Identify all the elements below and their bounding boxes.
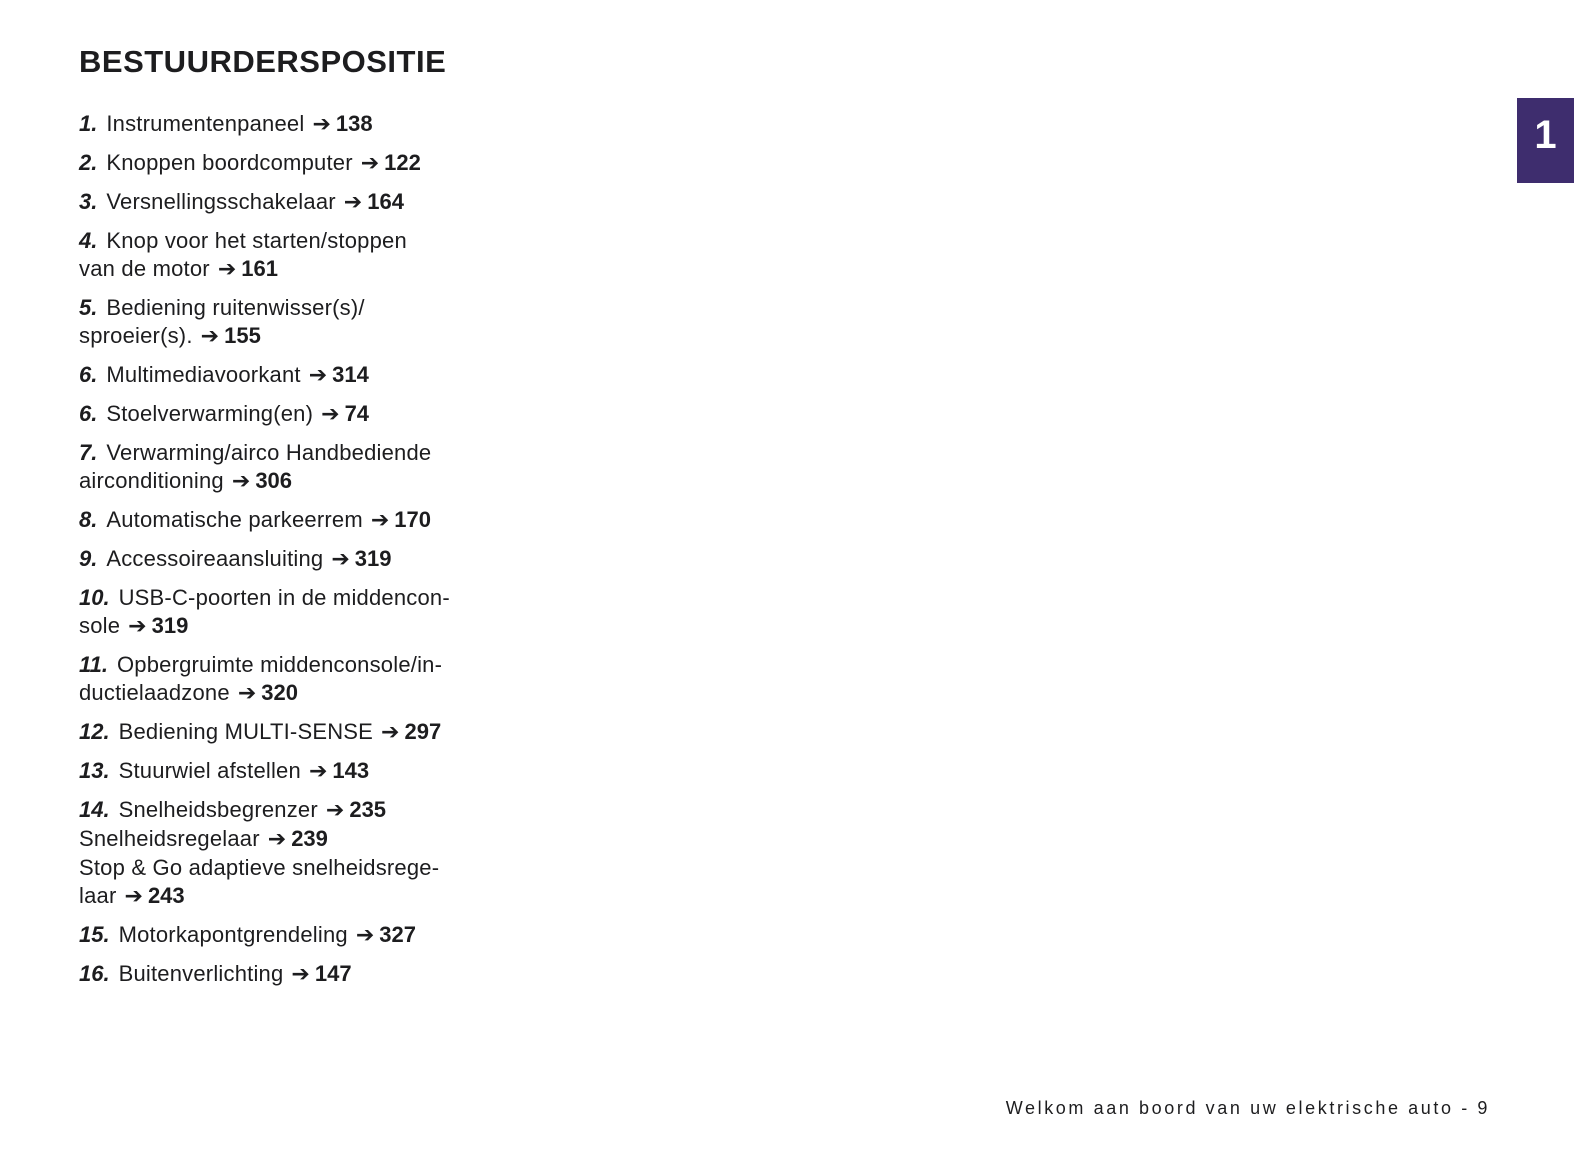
toc-line — [79, 322, 549, 351]
arrow-right-icon: ➔ — [381, 720, 400, 745]
toc-line — [79, 679, 549, 708]
item-number: 9. — [79, 546, 98, 571]
item-number: 13. — [79, 758, 110, 783]
page-title: BESTUURDERSPOSITIE — [79, 44, 447, 79]
item-text: van de motor — [79, 256, 210, 281]
item-text: Motorkapontgrendeling — [118, 922, 348, 947]
arrow-right-icon: ➔ — [321, 402, 340, 427]
page-ref-link[interactable] — [230, 680, 298, 705]
toc-line — [79, 960, 549, 989]
page-ref-link[interactable] — [120, 613, 188, 638]
item-number: 6. — [79, 401, 98, 426]
toc-line — [79, 796, 549, 825]
toc-line — [79, 612, 549, 641]
page-number: 170 — [394, 507, 431, 532]
arrow-right-icon: ➔ — [308, 363, 328, 388]
arrow-right-icon: ➔ — [267, 827, 287, 852]
item-text: Accessoireaansluiting — [106, 546, 324, 571]
arrow-right-icon: ➔ — [237, 681, 257, 706]
toc-item — [79, 439, 549, 496]
page-number: 306 — [255, 468, 293, 493]
item-number: 2. — [79, 150, 98, 175]
item-text: sproeier(s). — [79, 323, 193, 348]
page-number: 155 — [224, 323, 261, 348]
item-text: Buitenverlichting — [118, 961, 284, 986]
toc-line — [79, 651, 549, 679]
item-text: Multimediavoorkant — [106, 362, 301, 387]
item-text: Versnellingsschakelaar — [106, 189, 336, 214]
arrow-right-icon: ➔ — [308, 759, 328, 784]
toc-line — [79, 825, 549, 854]
item-text: Stop & Go adaptieve snelheidsrege- — [79, 855, 440, 880]
page-ref-link[interactable] — [304, 111, 372, 136]
item-number: 7. — [79, 440, 98, 465]
toc-line — [79, 361, 549, 390]
arrow-right-icon: ➔ — [291, 962, 310, 987]
item-text: Snelheidsregelaar — [79, 826, 260, 851]
page-ref-link[interactable] — [193, 323, 261, 348]
item-text: Verwarming/airco Handbediende — [106, 440, 432, 465]
page-number: 74 — [344, 401, 370, 426]
item-number: 12. — [79, 719, 110, 744]
toc-item — [79, 718, 549, 747]
item-number: 10. — [79, 585, 110, 610]
toc-item — [79, 400, 549, 429]
page-ref-link[interactable] — [117, 883, 185, 908]
item-text: Knoppen boordcomputer — [106, 150, 353, 175]
toc-line — [79, 506, 549, 535]
page-number: 239 — [291, 826, 328, 851]
arrow-right-icon: ➔ — [331, 547, 350, 572]
toc-line — [79, 882, 549, 911]
arrow-right-icon: ➔ — [325, 798, 345, 823]
toc-item — [79, 294, 549, 351]
item-text: Knop voor het starten/stoppen — [106, 228, 407, 253]
page-ref-link[interactable] — [363, 507, 431, 532]
footer-text: Welkom aan boord van uw elektrische auto - 9 — [1005, 1098, 1490, 1118]
arrow-right-icon: ➔ — [217, 257, 237, 282]
item-number: 1. — [79, 111, 98, 136]
toc-item — [79, 960, 549, 989]
page-ref-link[interactable] — [224, 468, 292, 493]
toc-line — [79, 545, 549, 574]
page-number: 161 — [241, 256, 278, 281]
page-number: 314 — [332, 362, 369, 387]
page-ref-link[interactable] — [283, 961, 351, 986]
toc-item — [79, 584, 549, 641]
page-ref-link[interactable] — [373, 719, 441, 744]
page-number: 122 — [384, 150, 421, 175]
page-ref-link[interactable] — [210, 256, 278, 281]
page-ref-link[interactable] — [301, 362, 369, 387]
toc-line — [79, 718, 549, 747]
arrow-right-icon: ➔ — [124, 884, 143, 909]
arrow-right-icon: ➔ — [360, 151, 380, 176]
item-text: Stuurwiel afstellen — [118, 758, 301, 783]
toc-item — [79, 188, 549, 217]
toc-line — [79, 294, 549, 322]
toc-line — [79, 467, 549, 496]
page-ref-link[interactable] — [260, 826, 328, 851]
page-number: 164 — [367, 189, 404, 214]
toc-item — [79, 921, 549, 950]
item-number: 5. — [79, 295, 98, 320]
toc-line — [79, 439, 549, 467]
page-ref-link[interactable] — [313, 401, 369, 426]
item-number: 3. — [79, 189, 98, 214]
toc-item — [79, 796, 549, 911]
arrow-right-icon: ➔ — [370, 508, 390, 533]
item-text: USB-C-poorten in de middencon- — [118, 585, 450, 610]
arrow-right-icon: ➔ — [128, 614, 147, 639]
chapter-tab-number: 1 — [1534, 113, 1557, 157]
toc-line — [79, 110, 549, 139]
page-ref-link[interactable] — [348, 922, 416, 947]
item-text: laar — [79, 883, 117, 908]
toc-line — [79, 188, 549, 217]
toc-item — [79, 227, 549, 284]
item-number: 6. — [79, 362, 98, 387]
page-number: 327 — [379, 922, 416, 947]
page-number: 138 — [335, 111, 373, 136]
toc-item — [79, 651, 549, 708]
toc-line — [79, 227, 549, 255]
page-number: 319 — [354, 546, 392, 571]
page-number: 297 — [404, 719, 442, 744]
item-text: airconditioning — [79, 468, 224, 493]
item-text: sole — [79, 613, 121, 638]
item-text: Opbergruimte middenconsole/in- — [116, 652, 443, 677]
toc-list — [79, 110, 549, 999]
item-text: Stoelverwarming(en) — [106, 401, 314, 426]
page-number: 235 — [349, 797, 387, 822]
arrow-right-icon: ➔ — [343, 190, 363, 215]
item-number: 15. — [79, 922, 110, 947]
toc-line — [79, 255, 549, 284]
item-text: ductielaadzone — [79, 680, 230, 705]
toc-item — [79, 506, 549, 535]
page-number: 319 — [151, 613, 189, 638]
page-ref-link[interactable] — [301, 758, 369, 783]
toc-line — [79, 854, 549, 882]
item-text: Instrumentenpaneel — [106, 111, 305, 136]
page-ref-link[interactable] — [318, 797, 386, 822]
page-number: 147 — [314, 961, 352, 986]
toc-item — [79, 110, 549, 139]
page-number: 243 — [147, 883, 185, 908]
page-ref-link[interactable] — [353, 150, 421, 175]
item-text: Automatische parkeerrem — [106, 507, 363, 532]
toc-item — [79, 757, 549, 786]
page-ref-link[interactable] — [336, 189, 404, 214]
toc-line — [79, 400, 549, 429]
toc-item — [79, 149, 549, 178]
item-text: Bediening MULTI-SENSE — [118, 719, 374, 744]
item-number: 16. — [79, 961, 110, 986]
toc-item — [79, 361, 549, 390]
item-number: 14. — [79, 797, 110, 822]
arrow-right-icon: ➔ — [200, 324, 220, 349]
page-ref-link[interactable] — [323, 546, 391, 571]
item-number: 8. — [79, 507, 98, 532]
page-number: 320 — [261, 680, 298, 705]
toc-line — [79, 149, 549, 178]
chapter-tab[interactable] — [1517, 98, 1574, 183]
item-text: Snelheidsbegrenzer — [118, 797, 318, 822]
arrow-right-icon: ➔ — [355, 923, 375, 948]
item-text: Bediening ruitenwisser(s)/ — [106, 295, 365, 320]
item-number: 11. — [79, 652, 108, 677]
toc-line — [79, 921, 549, 950]
page-number: 143 — [332, 758, 370, 783]
toc-line — [79, 757, 549, 786]
item-number: 4. — [79, 228, 98, 253]
toc-line — [79, 584, 549, 612]
toc-item — [79, 545, 549, 574]
arrow-right-icon: ➔ — [312, 112, 331, 137]
arrow-right-icon: ➔ — [231, 469, 251, 494]
